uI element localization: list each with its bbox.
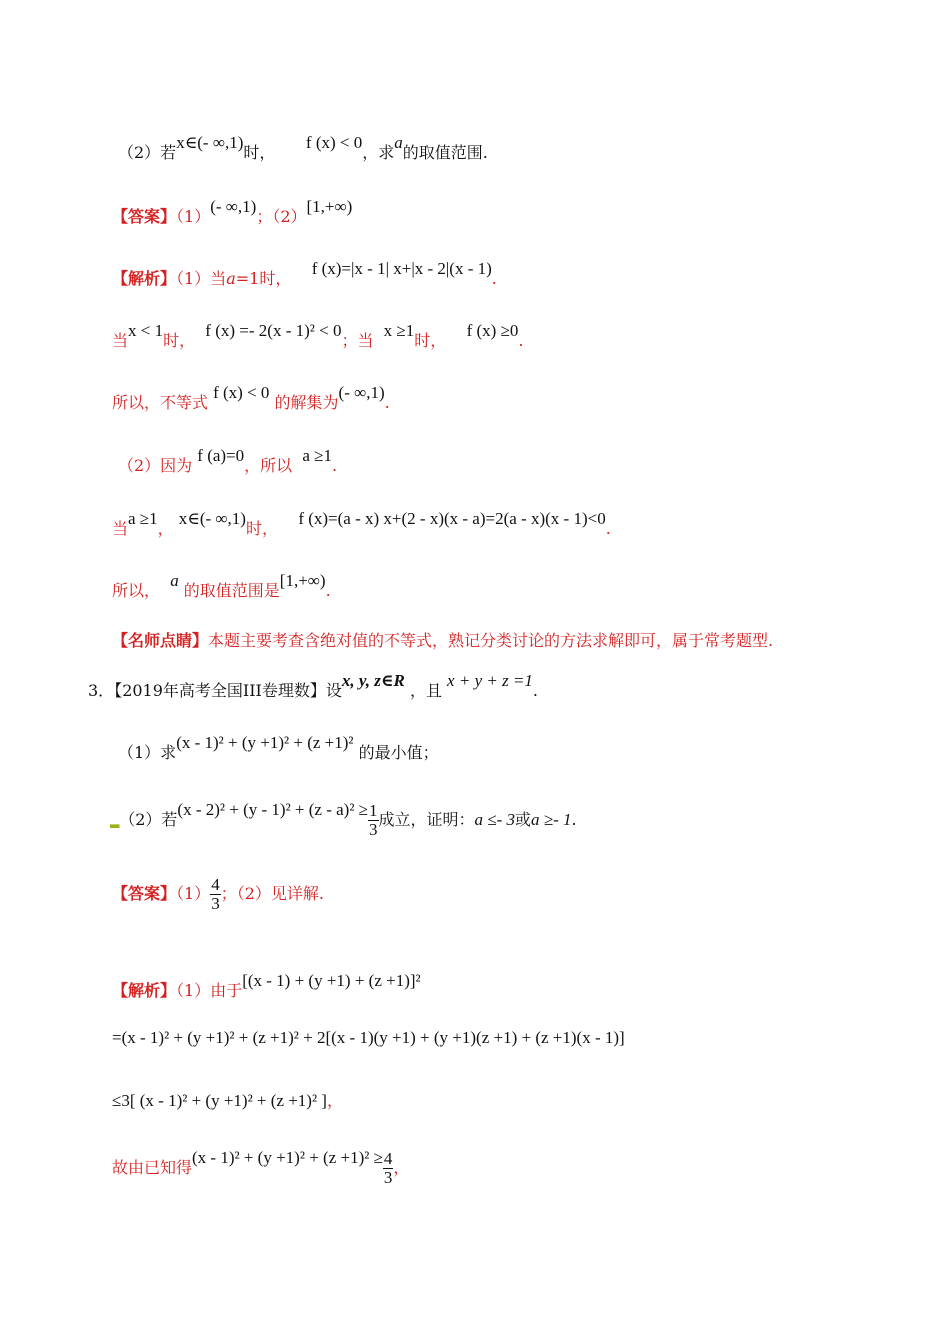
solution3-line3: ≤3[ (x - 1)² + (y +1)² + (z +1)² ]， [112,1091,343,1110]
fraction-four-thirds: $\frac{4}{3}$ [211,875,220,913]
problem3-stem: 3．【2019年高考全国III卷理数】设x, y, z∈R ，且 x + y + z =1. [88,671,539,700]
fraction-one-third: $\frac{1}{3}$ [369,801,378,839]
edit-mark-icon: ▂ [110,813,120,828]
problem2-part2: （2）若x∈(- ∞,1)时， f (x) < 0，求a的取值范围. [118,133,488,162]
answer-3: 【答案】（1） $\frac{4}{3}$ ；（2）见详解. [112,875,324,913]
analysis-2-line5: 当a ≥1， x∈(- ∞,1)时， f (x)=(a - x) x+(2 - x)(x - a)=2(a - x)(x - 1)<0. [112,509,611,538]
answer-2: 【答案】（1）(- ∞,1)；（2）[1,+∞) [112,197,353,226]
analysis-2-line1: 【解析】（1）当a=1时， f (x)=|x - 1| x+|x - 2|(x - 1). [112,259,497,288]
analysis-2-line4: （2）因为 f (a)=0，所以 a ≥1. [118,446,338,475]
analysis-2-line3: 所以，不等式 f (x) < 0 的解集为(- ∞,1). [112,383,390,412]
solution3-line4: 故由已知得(x - 1)² + (y +1)² + (z +1)² ≥ $\frac{4}{3}$ ， [112,1147,410,1187]
teacher-tip: 【名师点睛】本题主要考查含绝对值的不等式，熟记分类讨论的方法求解即可，属于常考题型. [112,631,774,650]
fraction-four-thirds-2: $\frac{4}{3}$ [383,1149,393,1187]
problem3-part2: ▂（2）若(x - 2)² + (y - 1)² + (z - a)² ≥ $\frac{1}{3}$ 成立，证明：a ≤- 3或a ≥- 1. [110,799,577,839]
problem3-part1: （1）求(x - 1)² + (y +1)² + (z +1)² 的最小值； [118,733,439,762]
analysis-2-line6: 所以， a 的取值范围是[1,+∞). [112,571,331,600]
analysis-2-line2: 当x < 1时， f (x) =- 2(x - 1)² < 0；当 x ≥1时， f (x) ≥0. [112,321,524,350]
solution3-line1: 【解析】（1）由于[(x - 1) + (y +1) + (z +1)]² [112,971,421,1000]
solution3-line2: =(x - 1)² + (y +1)² + (z +1)² + 2[(x - 1)(y +1) + (y +1)(z +1) + (z +1)(x - 1)] [112,1028,625,1047]
